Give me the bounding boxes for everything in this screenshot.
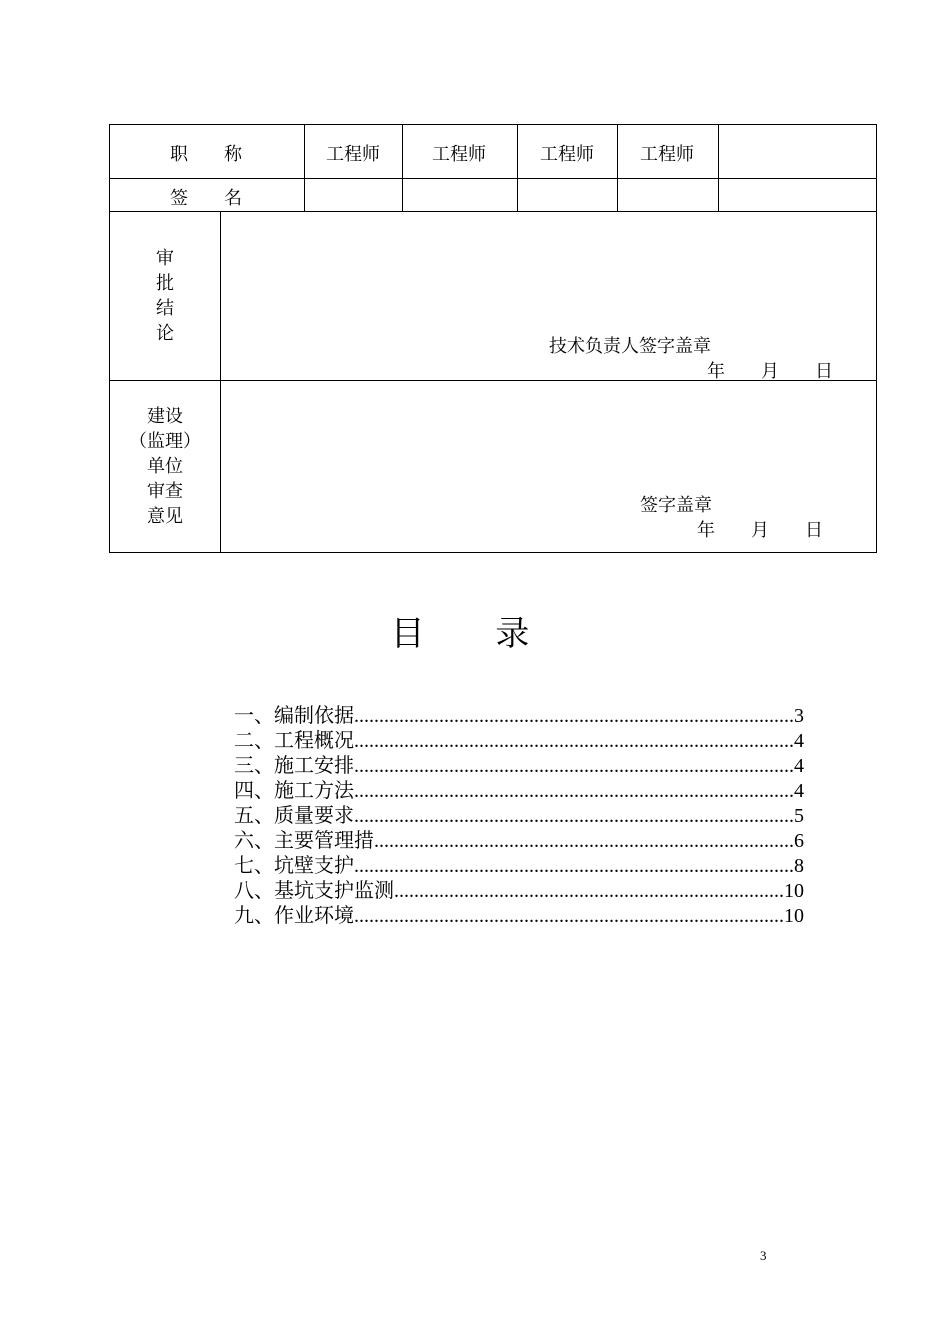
table-divider — [617, 124, 618, 212]
toc-item-page: 8 — [794, 855, 804, 877]
toc-leader-dots — [394, 879, 784, 904]
toc-item-page: 4 — [794, 730, 804, 752]
approval-label-line: 审 — [156, 248, 174, 269]
title-label: 职 称 — [170, 144, 242, 165]
toc-item[interactable] — [234, 853, 804, 878]
review-date: 年 月 日 — [697, 520, 823, 541]
table-divider — [718, 124, 719, 212]
table-divider — [109, 178, 877, 179]
toc-item[interactable] — [234, 903, 804, 928]
table-divider — [304, 124, 305, 212]
review-label — [110, 404, 220, 529]
toc-item-label: 六、主要管理措 — [234, 828, 374, 852]
toc-leader-dots — [354, 854, 794, 879]
review-label-line: 审查 — [147, 481, 183, 502]
toc-item-page: 10 — [784, 880, 804, 902]
toc-leader-dots — [354, 904, 784, 929]
toc-item-label: 九、作业环境 — [234, 903, 354, 927]
review-label-line: 单位 — [147, 456, 183, 477]
toc-item[interactable] — [234, 753, 804, 778]
toc-item-label: 一、编制依据 — [234, 703, 354, 727]
table-divider — [517, 124, 518, 212]
toc-leader-dots — [354, 779, 794, 804]
toc-leader-dots — [374, 829, 794, 854]
review-label-line: 意见 — [147, 506, 183, 527]
table-border-bottom — [109, 552, 877, 553]
toc-leader-dots — [354, 754, 794, 779]
table-divider — [402, 124, 403, 212]
approval-signer: 技术负责人签字盖章 — [549, 336, 711, 357]
review-signer: 签字盖章 — [640, 495, 712, 516]
toc-item[interactable] — [234, 803, 804, 828]
toc-item[interactable] — [234, 778, 804, 803]
signature-label: 签 名 — [170, 188, 242, 209]
toc-item-label: 八、基坑支护监测 — [234, 878, 394, 902]
title-cell: 工程师 — [640, 144, 694, 165]
toc-item-page: 5 — [794, 805, 804, 827]
title-cell: 工程师 — [432, 144, 486, 165]
toc-title: 目 录 — [390, 614, 560, 654]
table-divider — [220, 211, 221, 553]
review-label-line: 建设 — [147, 406, 183, 427]
toc-item-label: 二、工程概况 — [234, 728, 354, 752]
table-border-top — [109, 124, 877, 125]
toc-item-page: 6 — [794, 830, 804, 852]
approval-label-line: 批 — [156, 273, 174, 294]
table-border-right — [876, 124, 877, 553]
toc-item[interactable] — [234, 828, 804, 853]
review-label-line: （监理） — [129, 431, 201, 452]
toc-item-page: 4 — [794, 755, 804, 777]
table-divider — [109, 211, 877, 212]
page-number: 3 — [760, 1248, 767, 1263]
toc-item-page: 4 — [794, 780, 804, 802]
approval-label-line: 论 — [156, 323, 174, 344]
toc-leader-dots — [354, 704, 794, 729]
approval-label-line: 结 — [156, 298, 174, 319]
toc-item-label: 三、施工安排 — [234, 753, 354, 777]
title-cell: 工程师 — [326, 144, 380, 165]
approval-label — [110, 246, 220, 346]
toc-item[interactable] — [234, 728, 804, 753]
toc-item-label: 五、质量要求 — [234, 803, 354, 827]
toc-item-page: 3 — [794, 705, 804, 727]
title-cell: 工程师 — [540, 144, 594, 165]
toc-item-label: 七、坑壁支护 — [234, 853, 354, 877]
toc-item[interactable] — [234, 703, 804, 728]
toc-leader-dots — [354, 729, 794, 754]
approval-date: 年 月 日 — [707, 361, 833, 382]
toc-item-page: 10 — [784, 905, 804, 927]
toc-leader-dots — [354, 804, 794, 829]
toc-item[interactable] — [234, 878, 804, 903]
toc-list — [234, 703, 804, 928]
toc-item-label: 四、施工方法 — [234, 778, 354, 802]
